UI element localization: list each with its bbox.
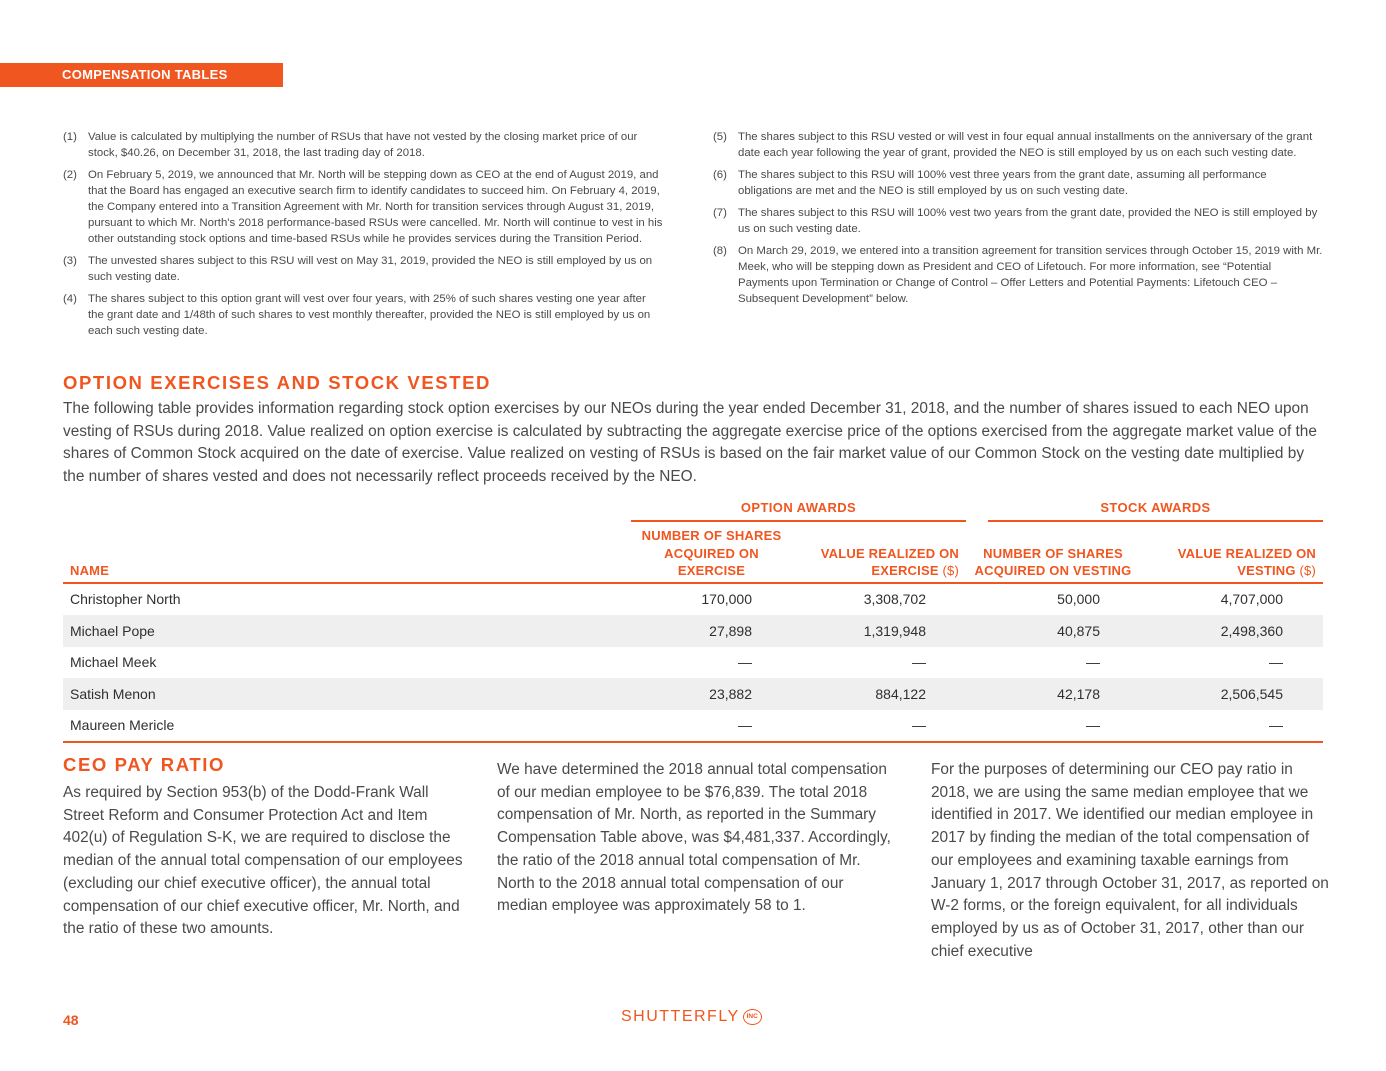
cell-shares-vesting: — (966, 710, 1140, 743)
cell-shares-vesting: — (1086, 654, 1100, 671)
cell-value-vesting: 4,707,000 (1220, 591, 1283, 608)
footnote (63, 129, 663, 161)
cell-value-exercise: — (792, 710, 966, 743)
footnote-text: Value is calculated by multiplying the number of RSUs that have not vested by the closing market price of our stock, $40.26, on December 31, 2018, the last trading day of 2018. (88, 131, 638, 159)
cell-name: Christopher North (70, 591, 181, 608)
cell-value-exercise: 884,122 (792, 678, 966, 710)
ceo-pay-ratio-col-2: We have determined the 2018 annual total compensation of our median employee to be $76,839. The total 2018 compensation of Mr. North, as reported in the Summary Compensation Table above, was $4,481,337. Accordingly, the ratio of the 2018 annual total compensation of Mr. North to the 2018 annual total compensation of our median employee was approximately 58 to 1. (497, 761, 891, 915)
ceo-pay-ratio-col-1: As required by Section 953(b) of the Dodd-Frank Wall Street Reform and Consumer Protection Act and Item 402(u) of Regulation S-K, we are required to disclose the median of the annual total compensation of our employees (excluding our chief executive officer), the annual total compensation of our chief executive officer, Mr. North, and the ratio of these two amounts. (63, 784, 463, 938)
logo-wordmark: SHUTTERFLY (621, 1008, 740, 1025)
table-row (63, 647, 1323, 679)
footnotes-left (63, 129, 663, 345)
cell-value-exercise: 1,319,948 (792, 615, 966, 647)
footnote (713, 129, 1323, 161)
footnote (713, 205, 1323, 237)
cell-shares-vesting: 42,178 (966, 678, 1140, 710)
logo-inc-badge: INC (743, 1009, 762, 1025)
footnote-text: The shares subject to this option grant will vest over four years, with 25% of such shares vesting one year after the grant date and 1/48th of such shares to vest monthly thereafter, provided the NEO is still employed by us on each such vesting date. (88, 293, 651, 337)
col-header-name: NAME (63, 522, 631, 583)
option-awards-group: OPTION AWARDS (631, 498, 966, 522)
col-header-shares-exercise: NUMBER OF SHARES ACQUIRED ON EXERCISE (631, 522, 792, 583)
cell-name: Maureen Mericle (63, 710, 631, 743)
cell-shares-exercise: — (631, 710, 792, 743)
col-header-shares-vesting: NUMBER OF SHARES ACQUIRED ON VESTING (966, 522, 1140, 583)
footnote (63, 167, 663, 247)
footnote-number: (2) (63, 169, 77, 181)
option-exercises-heading: OPTION EXERCISES AND STOCK VESTED (63, 372, 492, 393)
ceo-pay-ratio-heading: CEO PAY RATIO (63, 754, 225, 775)
table-row (63, 615, 1323, 647)
col-header-value-vesting (1140, 522, 1323, 583)
cell-value-vesting: 2,498,360 (1140, 615, 1323, 647)
footnotes-right (713, 129, 1323, 313)
footnote-text: The unvested shares subject to this RSU will vest on May 31, 2019, provided the NEO is still employed by us on such vesting date. (88, 255, 653, 283)
cell-value-vesting: — (1140, 710, 1323, 743)
footnote (713, 243, 1323, 307)
option-exercises-table (63, 498, 1323, 743)
footnote-text: The shares subject to this RSU will 100% vest three years from the grant date, assuming all performance obligations are met and the NEO is still employed by us on such vesting date. (738, 169, 1267, 197)
footnote-number: (6) (713, 169, 727, 181)
cell-shares-exercise: 23,882 (631, 678, 792, 710)
cell-shares-exercise: 170,000 (701, 591, 752, 608)
footnote (63, 253, 663, 285)
footnote-number: (1) (63, 131, 77, 143)
footnote-text: The shares subject to this RSU will 100% vest two years from the grant date, provided the NEO is still employed by us on such vesting date. (738, 207, 1318, 235)
footnote-number: (5) (713, 131, 727, 143)
table-header-row (63, 522, 1323, 583)
col-header-value-exercise-label: VALUE REALIZED ON EXERCISE (820, 545, 959, 578)
footnote-text: On March 29, 2019, we entered into a transition agreement for transition services through October 15, 2019 with Mr. Meek, who will be stepping down as President and CEO of Lifetouch. For more information, see “Potential Payments upon Termination or Change of Control – Offer Letters and Potential Payments: Lifetouch CEO – Subsequent Development” below. (738, 245, 1323, 305)
section-tab: COMPENSATION TABLES (0, 63, 283, 87)
footnote-number: (4) (63, 293, 77, 305)
footnote-text: The shares subject to this RSU vested or will vest in four equal annual installments on the anniversary of the grant date each year following the year of grant, provided the NEO is still employed by us on each such vesting date. (738, 131, 1313, 159)
stock-awards-group: STOCK AWARDS (988, 498, 1323, 522)
col-header-value-exercise (792, 522, 966, 583)
cell-value-vesting: — (1269, 654, 1283, 671)
table-row (63, 583, 1323, 616)
unit-label: ($) (942, 563, 959, 578)
footnote (713, 167, 1323, 199)
cell-shares-exercise: — (738, 654, 752, 671)
footnote-number: (3) (63, 255, 77, 267)
unit-label: ($) (1299, 563, 1316, 578)
cell-value-vesting: 2,506,545 (1140, 678, 1323, 710)
cell-shares-vesting: 50,000 (1057, 591, 1100, 608)
ceo-pay-ratio-col-3: For the purposes of determining our CEO pay ratio in 2018, we are using the same median employee that we identified in 2017. We identified our median employee in 2017 by finding the median of the total compensation of our employees and examining taxable earnings from January 1, 2017 through October 31, 2017, as reported on W-2 forms, or the foreign equivalent, for all individuals employed by us as of October 31, 2017, other than our chief executive (931, 761, 1329, 960)
table-group-header (63, 498, 1323, 522)
col-header-value-vesting-label: VALUE REALIZED ON VESTING (1177, 545, 1316, 578)
footnote (63, 291, 663, 339)
cell-name: Satish Menon (63, 678, 631, 710)
table-row (63, 710, 1323, 743)
cell-shares-exercise: 27,898 (631, 615, 792, 647)
cell-value-exercise: — (912, 654, 926, 671)
cell-shares-vesting: 40,875 (966, 615, 1140, 647)
option-exercises-intro: The following table provides information regarding stock option exercises by our NEOs during the year ended December 31, 2018, and the number of shares issued to each NEO upon vesting of RSUs during 2018. Value realized on option exercise is calculated by subtracting the aggregate exercise price of the options exercised from the aggregate market value of the shares of Common Stock acquired on the date of exercise. Value realized on vesting of RSUs is based on the fair market value of our Common Stock on the vesting date multiplied by the number of shares vested and does not necessarily reflect proceeds received by the NEO. (63, 400, 1317, 486)
page-number: 48 (63, 1012, 79, 1028)
cell-name: Michael Pope (63, 615, 631, 647)
cell-name: Michael Meek (70, 654, 157, 671)
shutterfly-logo (621, 1008, 762, 1026)
footnote-text: On February 5, 2019, we announced that Mr. North will be stepping down as CEO at the end of August 2019, and that the Board has engaged an executive search firm to identify candidates to succeed him. On February 4, 2019, the Company entered into a Transition Agreement with Mr. North for transition services through August 31, 2019, pursuant to which Mr. North's 2018 performance-based RSUs were cancelled. Mr. North will continue to vest in his other outstanding stock options and time-based RSUs while he provides services during the Transition Period. (88, 169, 663, 245)
table-row (63, 678, 1323, 710)
cell-value-exercise: 3,308,702 (863, 591, 926, 608)
footnote-number: (8) (713, 245, 727, 257)
footnote-number: (7) (713, 207, 727, 219)
